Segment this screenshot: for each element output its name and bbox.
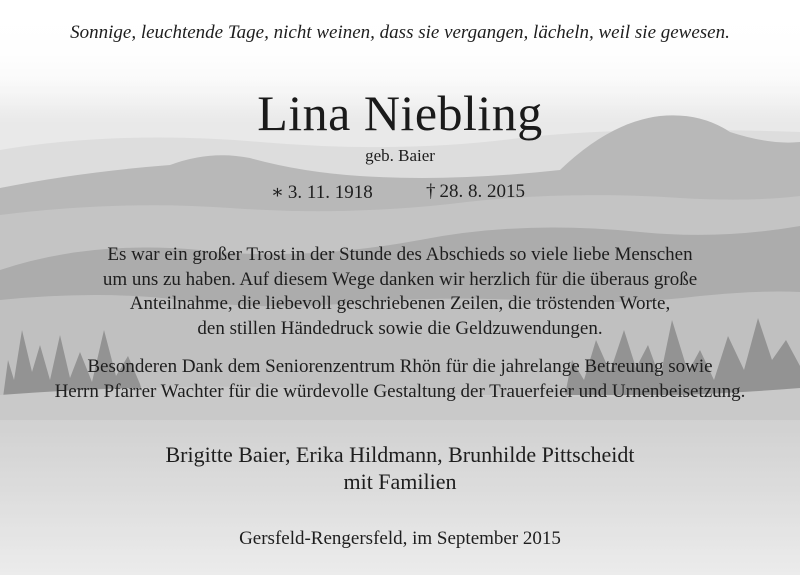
signature-families: mit Familien bbox=[343, 469, 457, 494]
signature-names: Brigitte Baier, Erika Hildmann, Brunhilde Pittscheidt bbox=[165, 442, 635, 467]
special-thanks-paragraph bbox=[0, 355, 800, 404]
special-thanks-line: Besonderen Dank dem Seniorenzentrum Rhön für die jahrelange Betreuung sowie bbox=[87, 356, 713, 377]
thanks-paragraph bbox=[0, 243, 800, 341]
birth-date-value: 3. 11. 1918 bbox=[287, 182, 373, 203]
signatures bbox=[0, 441, 800, 495]
thanks-line: den stillen Händedruck sowie die Geldzuwendungen. bbox=[197, 317, 603, 339]
life-dates bbox=[0, 181, 800, 207]
death-date-value: 28. 8. 2015 bbox=[439, 181, 525, 202]
thanks-line: Anteilnahme, die liebevoll geschriebenen Zeilen, die tröstenden Worte, bbox=[129, 293, 671, 314]
maiden-name: geb. Baier bbox=[365, 146, 435, 165]
special-thanks-line: Herrn Pfarrer Wachter für die würdevolle Gestaltung der Trauerfeier und Urnenbeisetzung. bbox=[54, 380, 746, 402]
death-date bbox=[426, 181, 525, 203]
motto-quote: Sonnige, leuchtende Tage, nicht weinen, dass sie vergangen, lächeln, weil sie gewesen. bbox=[70, 22, 730, 43]
place-and-date: Gersfeld-Rengersfeld, im September 2015 bbox=[239, 528, 561, 549]
birth-star-icon: ∗ bbox=[271, 182, 284, 203]
deceased-name: Lina Niebling bbox=[257, 85, 543, 141]
thanks-line: um uns zu haben. Auf diesem Wege danken wir herzlich für die überaus große bbox=[102, 268, 698, 290]
death-cross-icon: † bbox=[426, 181, 436, 202]
birth-date bbox=[271, 181, 373, 204]
thanks-line: Es war ein großer Trost in der Stunde des Abschieds so viele liebe Menschen bbox=[107, 244, 693, 265]
